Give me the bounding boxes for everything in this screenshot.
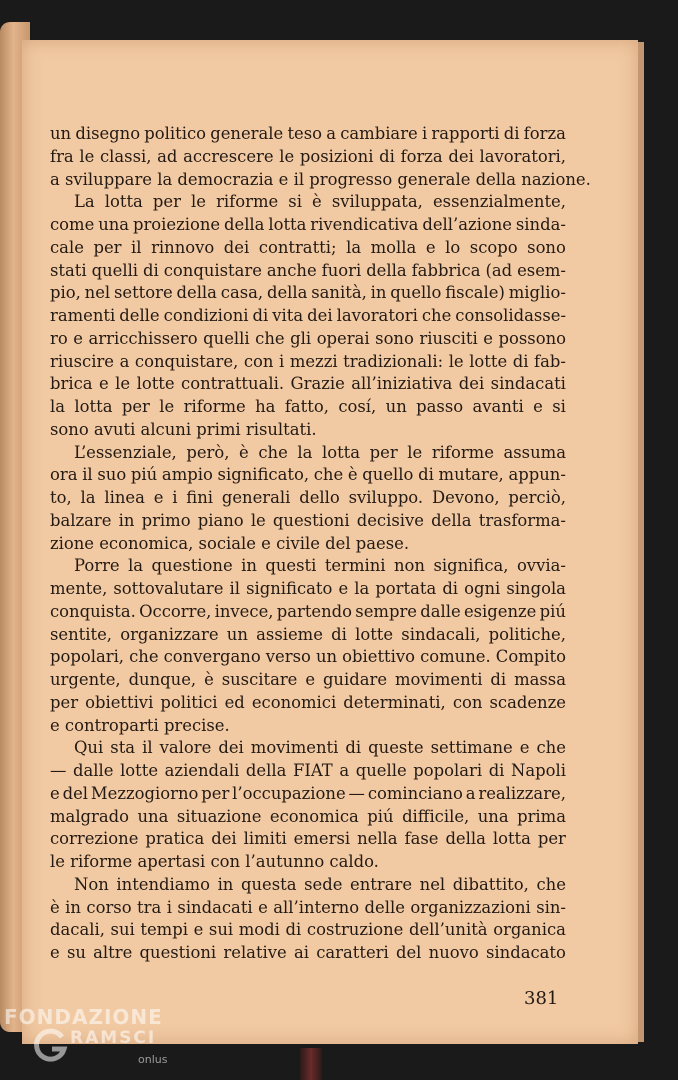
page-right-edge xyxy=(638,42,644,1042)
text-line: brica e le lotte contrattuali. Grazie all’iniziativa dei sindacati xyxy=(50,374,566,394)
text-line: sentite, organizzare un assieme di lotte sindacali, politiche, xyxy=(50,624,566,644)
text-line: Porre la questione in questi termini non significa, ovvia- xyxy=(74,556,566,576)
text-line: dacali, sui tempi e sui modi di costruzione dell’unità organica xyxy=(50,920,566,940)
text-line: e su altre questioni relative ai caratteri del nuovo sindacato xyxy=(50,943,566,962)
text-line: stati quelli di conquistare anche fuori della fabbrica (ad esem- xyxy=(50,260,566,280)
text-line: La lotta per le riforme si è sviluppata, essenzialmente, xyxy=(74,192,566,212)
text-line: urgente, dunque, è suscitare e guidare movimenti di massa xyxy=(50,670,566,689)
text-line: malgrado una situazione economica piú difficile, una prima xyxy=(50,806,566,826)
text-line: e controparti precise. xyxy=(50,715,230,735)
text-line: è in corso tra i sindacati e all’interno delle organizzazioni sin- xyxy=(50,897,566,917)
text-line: correzione pratica dei limiti emersi nella fase della lotta per xyxy=(50,829,566,849)
book-page xyxy=(22,40,638,1044)
text-line: come una proiezione della lotta rivendicativa dell’azione sinda- xyxy=(50,215,566,234)
text-line: sono avuti alcuni primi risultati. xyxy=(50,419,317,439)
text-line: ramenti delle condizioni di vita dei lavoratori che consolidasse- xyxy=(50,306,566,325)
watermark xyxy=(4,1005,184,1080)
text-line: a sviluppare la democrazia e il progresso generale della nazione. xyxy=(50,169,591,189)
text-line: Non intendiamo in questa sede entrare nel dibattito, che xyxy=(74,874,566,894)
text-line: e del Mezzogiorno per l’occupazione — cominciano a realizzare, xyxy=(50,783,566,803)
text-line: zione economica, sociale e civile del paese. xyxy=(50,533,410,553)
watermark-g-logo-icon xyxy=(30,1027,70,1067)
text-line: L’essenziale, però, è che la lotta per le riforme assuma xyxy=(74,442,566,462)
text-line: la lotta per le riforme ha fatto, cosí, un passo avanti e si xyxy=(50,397,566,416)
text-line: ora il suo piú ampio significato, che è quello di mutare, appun- xyxy=(50,465,566,485)
text-line: un disegno politico generale teso a cambiare i rapporti di forza xyxy=(50,124,566,143)
text-line: fra le classi, ad accrescere le posizioni di forza dei lavoratori, xyxy=(50,146,566,166)
text-line: Qui sta il valore dei movimenti di queste settimane e che xyxy=(74,738,566,758)
watermark-suffix: onlus xyxy=(138,1053,168,1066)
watermark-name: RAMSCI xyxy=(70,1028,157,1048)
text-line: ro e arricchissero quelli che gli operai sono riusciti e possono xyxy=(50,328,566,348)
text-line: pio, nel settore della casa, della sanità, in quello fiscale) miglio- xyxy=(50,283,566,303)
text-line: cale per il rinnovo dei contratti; la molla e lo scopo sono xyxy=(50,237,566,257)
bookmark-ribbon xyxy=(300,1048,322,1080)
body-text xyxy=(50,123,591,965)
text-line: balzare in primo piano le questioni decisive della trasforma- xyxy=(50,510,566,530)
text-line: conquista. Occorre, invece, partendo sempre dalle esigenze piú xyxy=(50,601,566,621)
text-line: to, la linea e i fini generali dello sviluppo. Devono, perciò, xyxy=(50,488,566,507)
text-line: popolari, che convergano verso un obiettivo comune. Compito xyxy=(50,647,566,667)
text-line: per obiettivi politici ed economici determinati, con scadenze xyxy=(50,692,566,712)
text-line: le riforme apertasi con l’autunno caldo. xyxy=(50,852,379,871)
text-line: mente, sottovalutare il significato e la portata di ogni singola xyxy=(50,579,566,598)
page-number: 381 xyxy=(524,988,559,1009)
text-line: — dalle lotte aziendali della FIAT a quelle popolari di Napoli xyxy=(50,761,566,780)
watermark-title: FONDAZIONE xyxy=(4,1005,163,1029)
text-line: riuscire a conquistare, con i mezzi tradizionali: le lotte di fab- xyxy=(50,351,566,371)
